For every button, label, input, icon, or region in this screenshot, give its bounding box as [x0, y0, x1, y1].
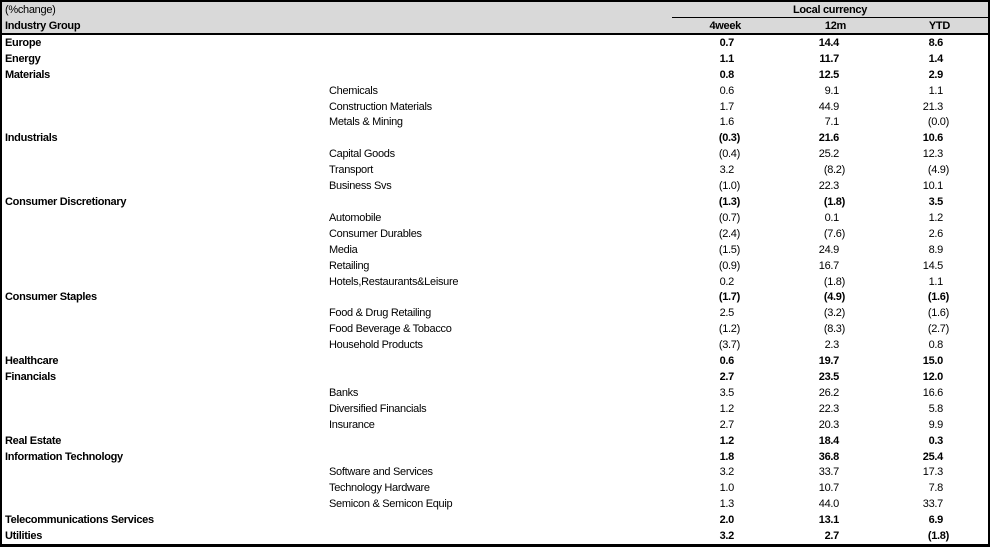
- value-4week: 3.2: [719, 530, 734, 543]
- value-ytd: 0.8: [928, 339, 943, 352]
- value-ytd: 8.6: [928, 36, 943, 49]
- industry-label: Automobile: [329, 211, 382, 224]
- industry-label: Semicon & Semicon Equip: [329, 498, 453, 511]
- industry-label: Transport: [329, 164, 373, 177]
- value-ytd: (1.8): [927, 530, 949, 543]
- value-4week: 1.3: [719, 498, 734, 511]
- value-4week: 0.2: [719, 275, 734, 288]
- industry-label: Telecommunications Services: [5, 514, 154, 527]
- value-ytd: (1.6): [927, 291, 949, 304]
- table-row: [2, 99, 988, 115]
- column-header-4week: 4week: [709, 19, 741, 32]
- industry-label: Software and Services: [329, 466, 433, 479]
- value-4week: 0.6: [719, 355, 734, 368]
- value-4week: 0.7: [719, 36, 734, 49]
- table-row: [2, 83, 988, 99]
- value-4week: 3.2: [719, 466, 734, 479]
- value-12m: 2.3: [824, 339, 839, 352]
- table-row: [2, 130, 988, 146]
- table-row: [2, 146, 988, 162]
- value-ytd: 3.5: [928, 196, 943, 209]
- industry-label: Banks: [329, 386, 359, 399]
- value-4week: 3.2: [719, 164, 734, 177]
- table-row: [2, 337, 988, 353]
- value-12m: (4.9): [823, 291, 845, 304]
- value-4week: (0.3): [718, 132, 740, 145]
- value-4week: 2.5: [719, 307, 734, 320]
- industry-label: Food Beverage & Tobacco: [329, 323, 452, 336]
- table-row: [2, 449, 988, 465]
- value-12m: 21.6: [818, 132, 839, 145]
- table-row: [2, 210, 988, 226]
- industry-label: Consumer Discretionary: [5, 196, 127, 209]
- table-body: [2, 35, 988, 544]
- industry-label: Healthcare: [5, 355, 59, 368]
- column-header-12m: 12m: [824, 19, 846, 32]
- value-ytd: 17.3: [922, 466, 943, 479]
- value-12m: 16.7: [818, 259, 839, 272]
- value-4week: (0.9): [718, 259, 740, 272]
- value-4week: (3.7): [718, 339, 740, 352]
- table-row: [2, 274, 988, 290]
- table-row: [2, 369, 988, 385]
- table-row: [2, 433, 988, 449]
- value-4week: (2.4): [718, 227, 740, 240]
- value-4week: (1.7): [718, 291, 740, 304]
- value-ytd: 15.0: [922, 355, 943, 368]
- value-4week: (1.5): [718, 243, 740, 256]
- table-row: [2, 35, 988, 51]
- table-row: [2, 528, 988, 544]
- value-4week: 2.7: [719, 370, 734, 383]
- value-ytd: (4.9): [927, 164, 949, 177]
- value-ytd: 1.1: [928, 84, 943, 97]
- table-row: [2, 305, 988, 321]
- industry-label: Metals & Mining: [329, 116, 403, 129]
- table-row: [2, 194, 988, 210]
- value-ytd: 0.3: [928, 434, 943, 447]
- value-12m: 19.7: [818, 355, 839, 368]
- value-ytd: 1.1: [928, 275, 943, 288]
- value-ytd: 33.7: [922, 498, 943, 511]
- value-12m: 9.1: [824, 84, 839, 97]
- value-12m: 23.5: [818, 370, 839, 383]
- industry-label: Insurance: [329, 418, 375, 431]
- industry-label: Consumer Staples: [5, 291, 97, 304]
- value-4week: (1.0): [718, 180, 740, 193]
- value-4week: 1.2: [719, 434, 734, 447]
- table-row: [2, 226, 988, 242]
- value-ytd: 10.6: [922, 132, 943, 145]
- value-ytd: 7.8: [928, 482, 943, 495]
- value-ytd: 5.8: [928, 402, 943, 415]
- industry-group-column-header: Industry Group: [5, 19, 81, 32]
- value-4week: 1.6: [719, 116, 734, 129]
- table-header: [2, 2, 988, 35]
- industry-label: Information Technology: [5, 450, 123, 463]
- table-row: [2, 51, 988, 67]
- value-12m: 22.3: [818, 402, 839, 415]
- value-12m: 2.7: [824, 530, 839, 543]
- value-ytd: 2.9: [928, 68, 943, 81]
- industry-label: Consumer Durables: [329, 227, 422, 240]
- value-ytd: 10.1: [922, 180, 943, 193]
- value-12m: 22.3: [818, 180, 839, 193]
- value-ytd: 9.9: [928, 418, 943, 431]
- header-row-top: [2, 2, 988, 18]
- value-12m: 11.7: [819, 52, 839, 65]
- industry-label: Business Svs: [329, 180, 392, 193]
- table-row: [2, 464, 988, 480]
- value-12m: 12.5: [818, 68, 839, 81]
- value-4week: (1.3): [718, 196, 740, 209]
- table-row: [2, 242, 988, 258]
- table-row: [2, 401, 988, 417]
- value-ytd: 12.0: [922, 370, 943, 383]
- value-12m: 44.0: [818, 498, 839, 511]
- table-row: [2, 512, 988, 528]
- value-4week: 0.8: [719, 68, 734, 81]
- value-12m: (8.2): [823, 164, 845, 177]
- value-12m: (1.8): [823, 196, 845, 209]
- value-12m: 36.8: [818, 450, 839, 463]
- value-ytd: 12.3: [922, 148, 943, 161]
- table-row: [2, 385, 988, 401]
- value-12m: 18.4: [818, 434, 839, 447]
- value-ytd: 16.6: [922, 386, 943, 399]
- value-12m: 20.3: [818, 418, 839, 431]
- table-row: [2, 290, 988, 306]
- value-4week: (0.7): [718, 211, 740, 224]
- value-ytd: 6.9: [928, 514, 943, 527]
- header-row-columns: [2, 18, 988, 33]
- table-row: [2, 178, 988, 194]
- column-header-ytd: YTD: [928, 19, 950, 32]
- value-ytd: 1.4: [928, 52, 943, 65]
- value-12m: 25.2: [818, 148, 839, 161]
- value-4week: 2.7: [719, 418, 734, 431]
- table-row: [2, 67, 988, 83]
- value-12m: 24.9: [818, 243, 839, 256]
- table-row: [2, 258, 988, 274]
- industry-label: Financials: [5, 370, 56, 383]
- value-12m: 7.1: [824, 116, 839, 129]
- industry-label: Construction Materials: [329, 100, 432, 113]
- industry-label: Industrials: [5, 132, 58, 145]
- value-ytd: 1.2: [928, 211, 943, 224]
- industry-label: Food & Drug Retailing: [329, 307, 431, 320]
- value-ytd: 14.5: [922, 259, 943, 272]
- value-ytd: (1.6): [927, 307, 949, 320]
- industry-label: Technology Hardware: [329, 482, 430, 495]
- industry-label: Hotels,Restaurants&Leisure: [329, 275, 459, 288]
- value-4week: 3.5: [719, 386, 734, 399]
- industry-label: Real Estate: [5, 434, 62, 447]
- table-row: [2, 321, 988, 337]
- industry-label: Media: [329, 243, 358, 256]
- value-12m: (7.6): [823, 227, 845, 240]
- industry-label: Household Products: [329, 339, 423, 352]
- value-4week: 1.2: [719, 402, 734, 415]
- value-4week: 1.1: [719, 52, 734, 65]
- table-row: [2, 115, 988, 131]
- value-12m: (8.3): [823, 323, 845, 336]
- industry-label: Capital Goods: [329, 148, 395, 161]
- value-ytd: (2.7): [927, 323, 949, 336]
- value-4week: 1.7: [719, 100, 734, 113]
- table-row: [2, 417, 988, 433]
- percent-change-note: (%change): [5, 4, 56, 16]
- value-12m: (3.2): [823, 307, 845, 320]
- value-4week: 1.8: [719, 450, 734, 463]
- value-ytd: 8.9: [928, 243, 943, 256]
- industry-label: Retailing: [329, 259, 370, 272]
- value-12m: 33.7: [818, 466, 839, 479]
- local-currency-group-header: [672, 2, 988, 18]
- table-row: [2, 496, 988, 512]
- table-row: [2, 480, 988, 496]
- value-12m: 14.4: [818, 36, 839, 49]
- table-row: [2, 353, 988, 369]
- value-12m: 10.7: [818, 482, 839, 495]
- value-4week: (1.2): [718, 323, 740, 336]
- value-12m: 13.1: [818, 514, 839, 527]
- local-currency-label: Local currency: [792, 3, 868, 16]
- value-4week: (0.4): [718, 148, 740, 161]
- value-12m: 44.9: [818, 100, 839, 113]
- value-ytd: 21.3: [922, 100, 943, 113]
- value-4week: 2.0: [719, 514, 734, 527]
- industry-label: Europe: [5, 36, 42, 49]
- value-12m: (1.8): [823, 275, 845, 288]
- table-row: [2, 162, 988, 178]
- value-ytd: 25.4: [922, 450, 943, 463]
- value-4week: 0.6: [719, 84, 734, 97]
- industry-label: Materials: [5, 68, 50, 81]
- value-ytd: (0.0): [927, 116, 949, 129]
- value-ytd: 2.6: [928, 227, 943, 240]
- industry-label: Diversified Financials: [329, 402, 427, 415]
- value-12m: 26.2: [818, 386, 839, 399]
- industry-label: Utilities: [5, 530, 43, 543]
- industry-label: Energy: [5, 52, 41, 65]
- industry-label: Chemicals: [329, 84, 378, 97]
- value-4week: 1.0: [719, 482, 734, 495]
- value-12m: 0.1: [824, 211, 839, 224]
